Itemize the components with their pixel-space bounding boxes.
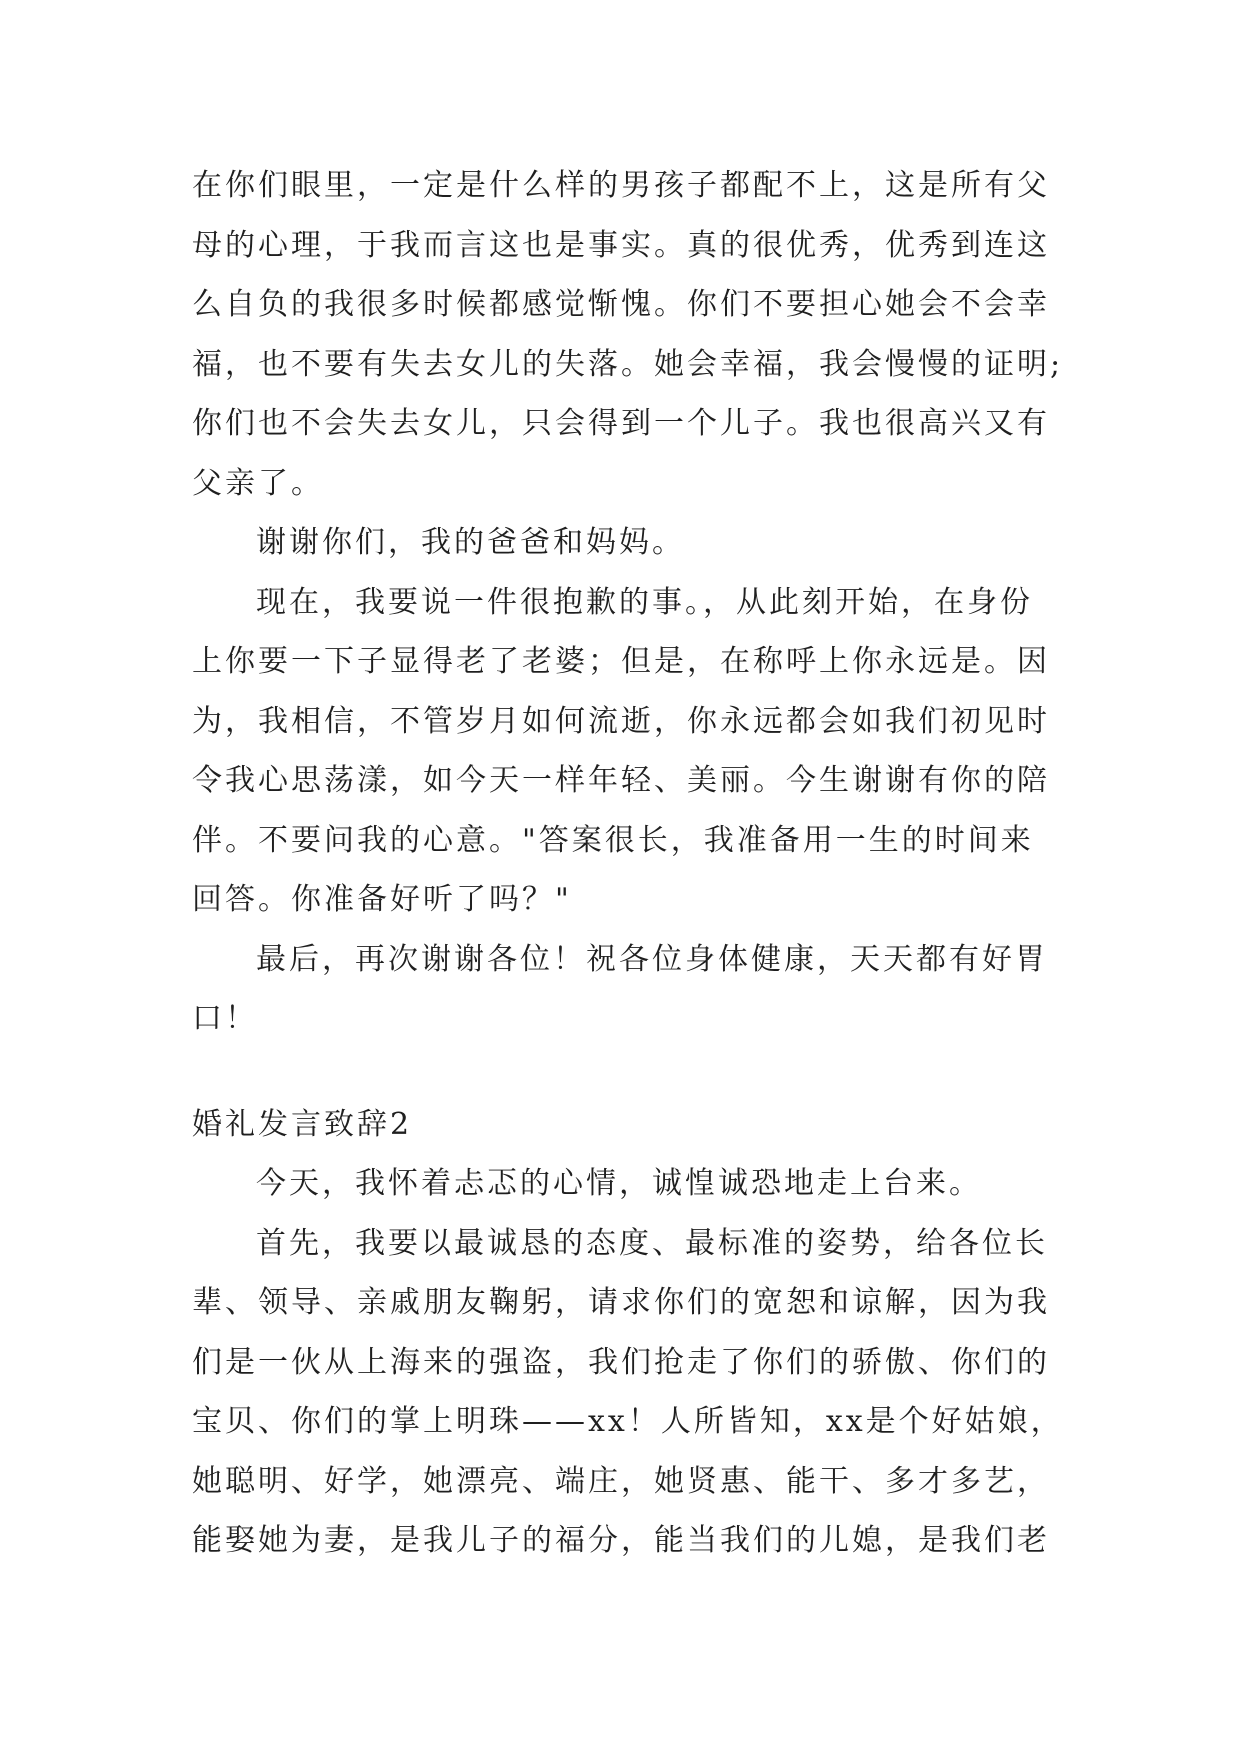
text-line: 最后，再次谢谢各位！祝各位身体健康，天天都有好胃 xyxy=(256,941,1048,977)
text-line: 上你要一下子显得老了老婆；但是，在称呼上你永远是。因 xyxy=(192,644,1050,679)
text-line: 在你们眼里，一定是什么样的男孩子都配不上，这是所有父 xyxy=(192,168,1050,203)
section-spacer xyxy=(192,1049,1052,1095)
text-line: 令我心思荡漾，如今天一样年轻、美丽。今生谢谢有你的陪 xyxy=(192,763,1050,798)
text-line: 首先，我要以最诚恳的态度、最标准的姿势，给各位长 xyxy=(256,1225,1048,1261)
text-line: 为，我相信，不管岁月如何流逝，你永远都会如我们初见时 xyxy=(192,703,1050,739)
text-line: 能娶她为妻，是我儿子的福分，能当我们的儿媳，是我们老 xyxy=(192,1523,1050,1558)
paragraph xyxy=(192,930,1052,1049)
text-line: 们是一伙从上海来的强盗，我们抢走了你们的骄傲、你们的 xyxy=(192,1344,1050,1380)
text-line: 口！ xyxy=(192,1001,258,1036)
text-line: 福，也不要有失去女儿的失落。她会幸福，我会慢慢的证明; xyxy=(192,346,1064,382)
paragraph xyxy=(192,513,1052,573)
text-line: 父亲了。 xyxy=(192,465,324,501)
text-line: 你们也不会失去女儿，只会得到一个儿子。我也很高兴又有 xyxy=(192,406,1050,441)
text-line: 母的心理，于我而言这也是事实。真的很优秀，优秀到连这 xyxy=(192,227,1050,263)
section-heading: 婚礼发言致辞2 xyxy=(192,1106,413,1142)
text-line: 伴。不要问我的心意。"答案很长，我准备用一生的时间来 xyxy=(192,822,1034,858)
text-line: 么自负的我很多时候都感觉惭愧。你们不要担心她会不会幸 xyxy=(192,287,1050,322)
text-line: 现在，我要说一件很抱歉的事。，从此刻开始，在身份 xyxy=(256,584,1033,620)
paragraph xyxy=(192,1214,1064,1571)
paragraph xyxy=(192,573,1052,930)
document-body xyxy=(192,156,1064,1571)
paragraph xyxy=(192,1154,1052,1214)
text-line: 今天，我怀着忐忑的心情，诚惶诚恐地走上台来。 xyxy=(256,1166,982,1201)
text-line: 回答。你准备好听了吗？" xyxy=(192,882,572,917)
text-line: 她聪明、好学，她漂亮、端庄，她贤惠、能干、多才多艺， xyxy=(192,1463,1050,1499)
text-line: 辈、领导、亲戚朋友鞠躬，请求你们的宽恕和谅解，因为我 xyxy=(192,1285,1050,1320)
text-line: 谢谢你们，我的爸爸和妈妈。 xyxy=(256,525,685,560)
paragraph xyxy=(192,156,1064,513)
text-line: 宝贝、你们的掌上明珠——xx！人所皆知，xx是个好姑娘， xyxy=(192,1404,1064,1439)
